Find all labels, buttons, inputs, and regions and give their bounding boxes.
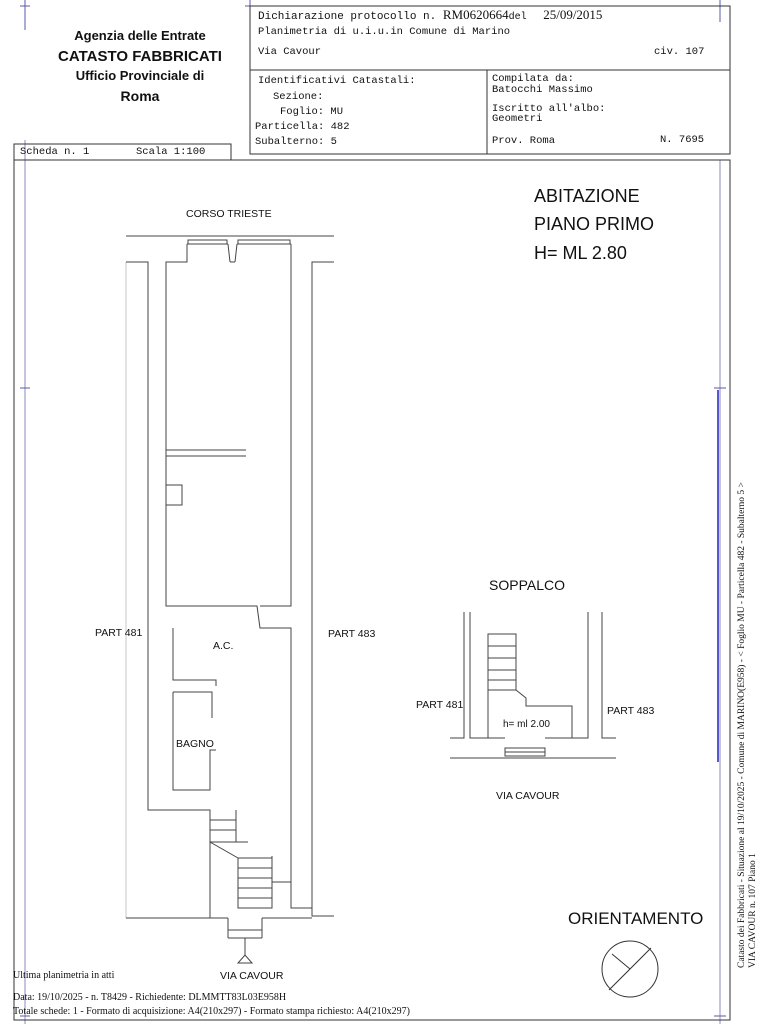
protocol-date: 25/09/2015 <box>543 7 603 22</box>
footer-totale: Totale schede: 1 - Formato di acquisizione: A4(210x297) - Formato stampa richiesto: A4(210x297) <box>13 1006 410 1017</box>
planimetria-line: Planimetria di u.i.u.in Comune di Marino <box>258 26 511 38</box>
catastali-particella: Particella: 482 <box>255 121 350 133</box>
catastali-title: Identificativi Catastali: <box>258 75 416 87</box>
compilata-profession: Geometri <box>492 113 543 125</box>
footer-ultima: Ultima planimetria in atti <box>13 970 115 981</box>
protocol-label: Dichiarazione protocollo n. <box>258 11 437 23</box>
room-ac: A.C. <box>213 640 234 652</box>
soppalco-height: h= ml 2.00 <box>503 719 550 730</box>
catastali-foglio: Foglio: MU <box>280 106 344 118</box>
plan-title-height: H= ML 2.80 <box>534 243 627 263</box>
compilata-albo: Iscritto all'albo: <box>492 103 606 115</box>
protocol-del: del <box>508 12 527 23</box>
soppalco-part-483: PART 483 <box>607 705 655 717</box>
orientamento-label: ORIENTAMENTO <box>568 909 704 928</box>
soppalco-street: VIA CAVOUR <box>496 790 560 802</box>
address: Via Cavour <box>258 46 322 58</box>
compilata-prov: Prov. Roma <box>492 135 556 147</box>
scheda-number: Scheda n. 1 <box>20 146 90 158</box>
plan-title-piano: PIANO PRIMO <box>534 214 655 234</box>
street-corso-trieste: CORSO TRIESTE <box>186 208 272 220</box>
room-bagno: BAGNO <box>176 738 214 750</box>
plan-part-481: PART 481 <box>95 627 143 639</box>
side-situazione: Catasto dei Fabbricati - Situazione al 19/10/2025 - Comune di MARINO(E958) - < Foglio MU - Particella 482 - Subalterno 5 > <box>737 482 747 968</box>
scheda-scale: Scala 1:100 <box>136 146 206 158</box>
soppalco-part-481: PART 481 <box>416 699 464 711</box>
plan-part-483: PART 483 <box>328 628 376 640</box>
agency-name: Agenzia delle Entrate <box>74 28 206 43</box>
catastali-sezione: Sezione: <box>273 91 324 103</box>
agency-city: Roma <box>120 88 160 104</box>
street-via-cavour: VIA CAVOUR <box>220 970 284 982</box>
protocol-number: RM0620664 <box>442 7 509 22</box>
catastali-subalterno: Subalterno: 5 <box>255 136 337 148</box>
compilata-title: Compilata da: <box>492 73 574 85</box>
agency-office: Ufficio Provinciale di <box>75 68 205 83</box>
protocol-line <box>258 7 602 23</box>
compilata-name: Batocchi Massimo <box>492 84 593 96</box>
side-address: VIA CAVOUR n. 107 Piano 1 <box>748 853 758 968</box>
soppalco-title: SOPPALCO <box>489 577 565 593</box>
plan-title-abitazione: ABITAZIONE <box>534 186 640 206</box>
agency-department: CATASTO FABBRICATI <box>58 48 222 65</box>
civico: civ. 107 <box>654 46 705 58</box>
footer-data: Data: 19/10/2025 - n. T8429 - Richiedente: DLMMTT83L03E958H <box>13 992 287 1003</box>
compilata-number: N. 7695 <box>660 134 705 146</box>
